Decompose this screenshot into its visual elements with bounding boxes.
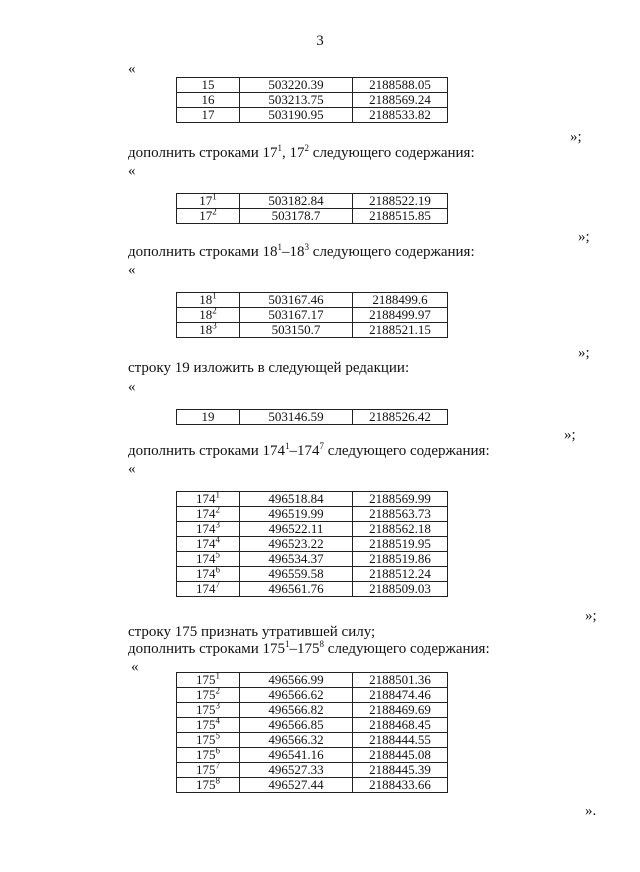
x-coordinate-cell: 503167.46 [240,293,353,308]
point-number-cell: $175^6$ [177,748,240,763]
paragraph-add-rows-17: дополнить строками $17^1$, $17^2$ следующего содержания: [128,143,475,161]
point-number-cell: $174^7$ [177,582,240,597]
y-coordinate-cell: 2188515.85 [353,209,448,224]
y-coordinate-cell: 2188512.24 [353,567,448,582]
opening-quote: « [131,659,139,675]
y-coordinate-cell: 2188521.15 [353,323,448,338]
page-number: 3 [316,33,324,49]
point-number-cell: 16 [177,93,240,108]
x-coordinate-cell: 496566.62 [240,688,353,703]
y-coordinate-cell: 2188522.19 [353,194,448,209]
y-coordinate-cell: 2188588.05 [353,78,448,93]
x-coordinate-cell: 496566.99 [240,673,353,688]
y-coordinate-cell: 2188474.46 [353,688,448,703]
x-coordinate-cell: 496559.58 [240,567,353,582]
coords-table-6 [176,672,448,793]
table-row [177,108,448,123]
y-coordinate-cell: 2188509.03 [353,582,448,597]
y-coordinate-cell: 2188563.73 [353,507,448,522]
point-number-cell: $174^3$ [177,522,240,537]
opening-quote: « [128,262,136,278]
x-coordinate-cell: 503182.84 [240,194,353,209]
y-coordinate-cell: 2188569.24 [353,93,448,108]
x-coordinate-cell: 503146.59 [240,410,353,425]
x-coordinate-cell: 496566.82 [240,703,353,718]
y-coordinate-cell: 2188499.97 [353,308,448,323]
x-coordinate-cell: 496534.37 [240,552,353,567]
x-coordinate-cell: 496527.44 [240,778,353,793]
y-coordinate-cell: 2188501.36 [353,673,448,688]
point-number-cell: $174^6$ [177,567,240,582]
table-row [177,93,448,108]
paragraph-add-rows-174: дополнить строками $174^1-174^7$ следующего содержания: [128,441,490,459]
y-coordinate-cell: 2188444.55 [353,733,448,748]
opening-quote: « [128,461,136,477]
point-number-cell: 17 [177,108,240,123]
y-coordinate-cell: 2188445.39 [353,763,448,778]
point-number-cell: $175^5$ [177,733,240,748]
point-number-cell: $175^8$ [177,778,240,793]
x-coordinate-cell: 496519.99 [240,507,353,522]
paragraph-add-rows-175: дополнить строками $175^1-175^8$ следующего содержания: [128,639,490,657]
x-coordinate-cell: 503213.75 [240,93,353,108]
point-number-cell: $174^1$ [177,492,240,507]
point-number-cell: $18^3$ [177,323,240,338]
point-number-cell: $175^4$ [177,718,240,733]
y-coordinate-cell: 2188433.66 [353,778,448,793]
point-number-cell: $17^1$ [177,194,240,209]
y-coordinate-cell: 2188519.86 [353,552,448,567]
x-coordinate-cell: 496527.33 [240,763,353,778]
x-coordinate-cell: 503167.17 [240,308,353,323]
y-coordinate-cell: 2188519.95 [353,537,448,552]
opening-quote: « [128,379,136,395]
table-row [177,582,448,597]
coords-table-2 [176,193,448,224]
y-coordinate-cell: 2188526.42 [353,410,448,425]
point-number-cell: $175^2$ [177,688,240,703]
table-row [177,209,448,224]
point-number-cell: $174^4$ [177,537,240,552]
table-row [177,78,448,93]
coords-table-1 [176,77,448,123]
table-row [177,323,448,338]
y-coordinate-cell: 2188562.18 [353,522,448,537]
table-row [177,194,448,209]
opening-quote: « [128,163,136,179]
closing-quote: »; [570,129,582,145]
y-coordinate-cell: 2188469.69 [353,703,448,718]
x-coordinate-cell: 496566.85 [240,718,353,733]
closing-quote: ». [585,803,597,819]
point-number-cell: $174^5$ [177,552,240,567]
x-coordinate-cell: 503220.39 [240,78,353,93]
point-number-cell: 19 [177,410,240,425]
y-coordinate-cell: 2188533.82 [353,108,448,123]
point-number-cell: 15 [177,78,240,93]
point-number-cell: $175^7$ [177,763,240,778]
coords-table-5 [176,491,448,597]
x-coordinate-cell: 503190.95 [240,108,353,123]
closing-quote: »; [564,427,576,443]
table-row [177,293,448,308]
x-coordinate-cell: 503150.7 [240,323,353,338]
table-row [177,308,448,323]
point-number-cell: $175^3$ [177,703,240,718]
point-number-cell: $17^2$ [177,209,240,224]
table-row [177,778,448,793]
x-coordinate-cell: 503178.7 [240,209,353,224]
opening-quote: « [128,61,136,77]
x-coordinate-cell: 496566.32 [240,733,353,748]
closing-quote: »; [578,229,590,245]
x-coordinate-cell: 496561.76 [240,582,353,597]
closing-quote: »; [578,345,590,361]
point-number-cell: $175^1$ [177,673,240,688]
paragraph-row-19: строку 19 изложить в следующей редакции: [128,360,410,376]
y-coordinate-cell: 2188445.08 [353,748,448,763]
coords-table-3 [176,292,448,338]
closing-quote: »; [585,608,597,624]
paragraph-row-175-void: строку 175 признать утратившей силу; [128,624,376,640]
x-coordinate-cell: 496523.22 [240,537,353,552]
y-coordinate-cell: 2188569.99 [353,492,448,507]
x-coordinate-cell: 496522.11 [240,522,353,537]
y-coordinate-cell: 2188468.45 [353,718,448,733]
y-coordinate-cell: 2188499.6 [353,293,448,308]
paragraph-add-rows-18: дополнить строками $18^1-18^3$ следующего содержания: [128,242,475,260]
coords-table-4 [176,409,448,425]
point-number-cell: $18^2$ [177,308,240,323]
x-coordinate-cell: 496541.16 [240,748,353,763]
table-row [177,410,448,425]
x-coordinate-cell: 496518.84 [240,492,353,507]
point-number-cell: $174^2$ [177,507,240,522]
point-number-cell: $18^1$ [177,293,240,308]
